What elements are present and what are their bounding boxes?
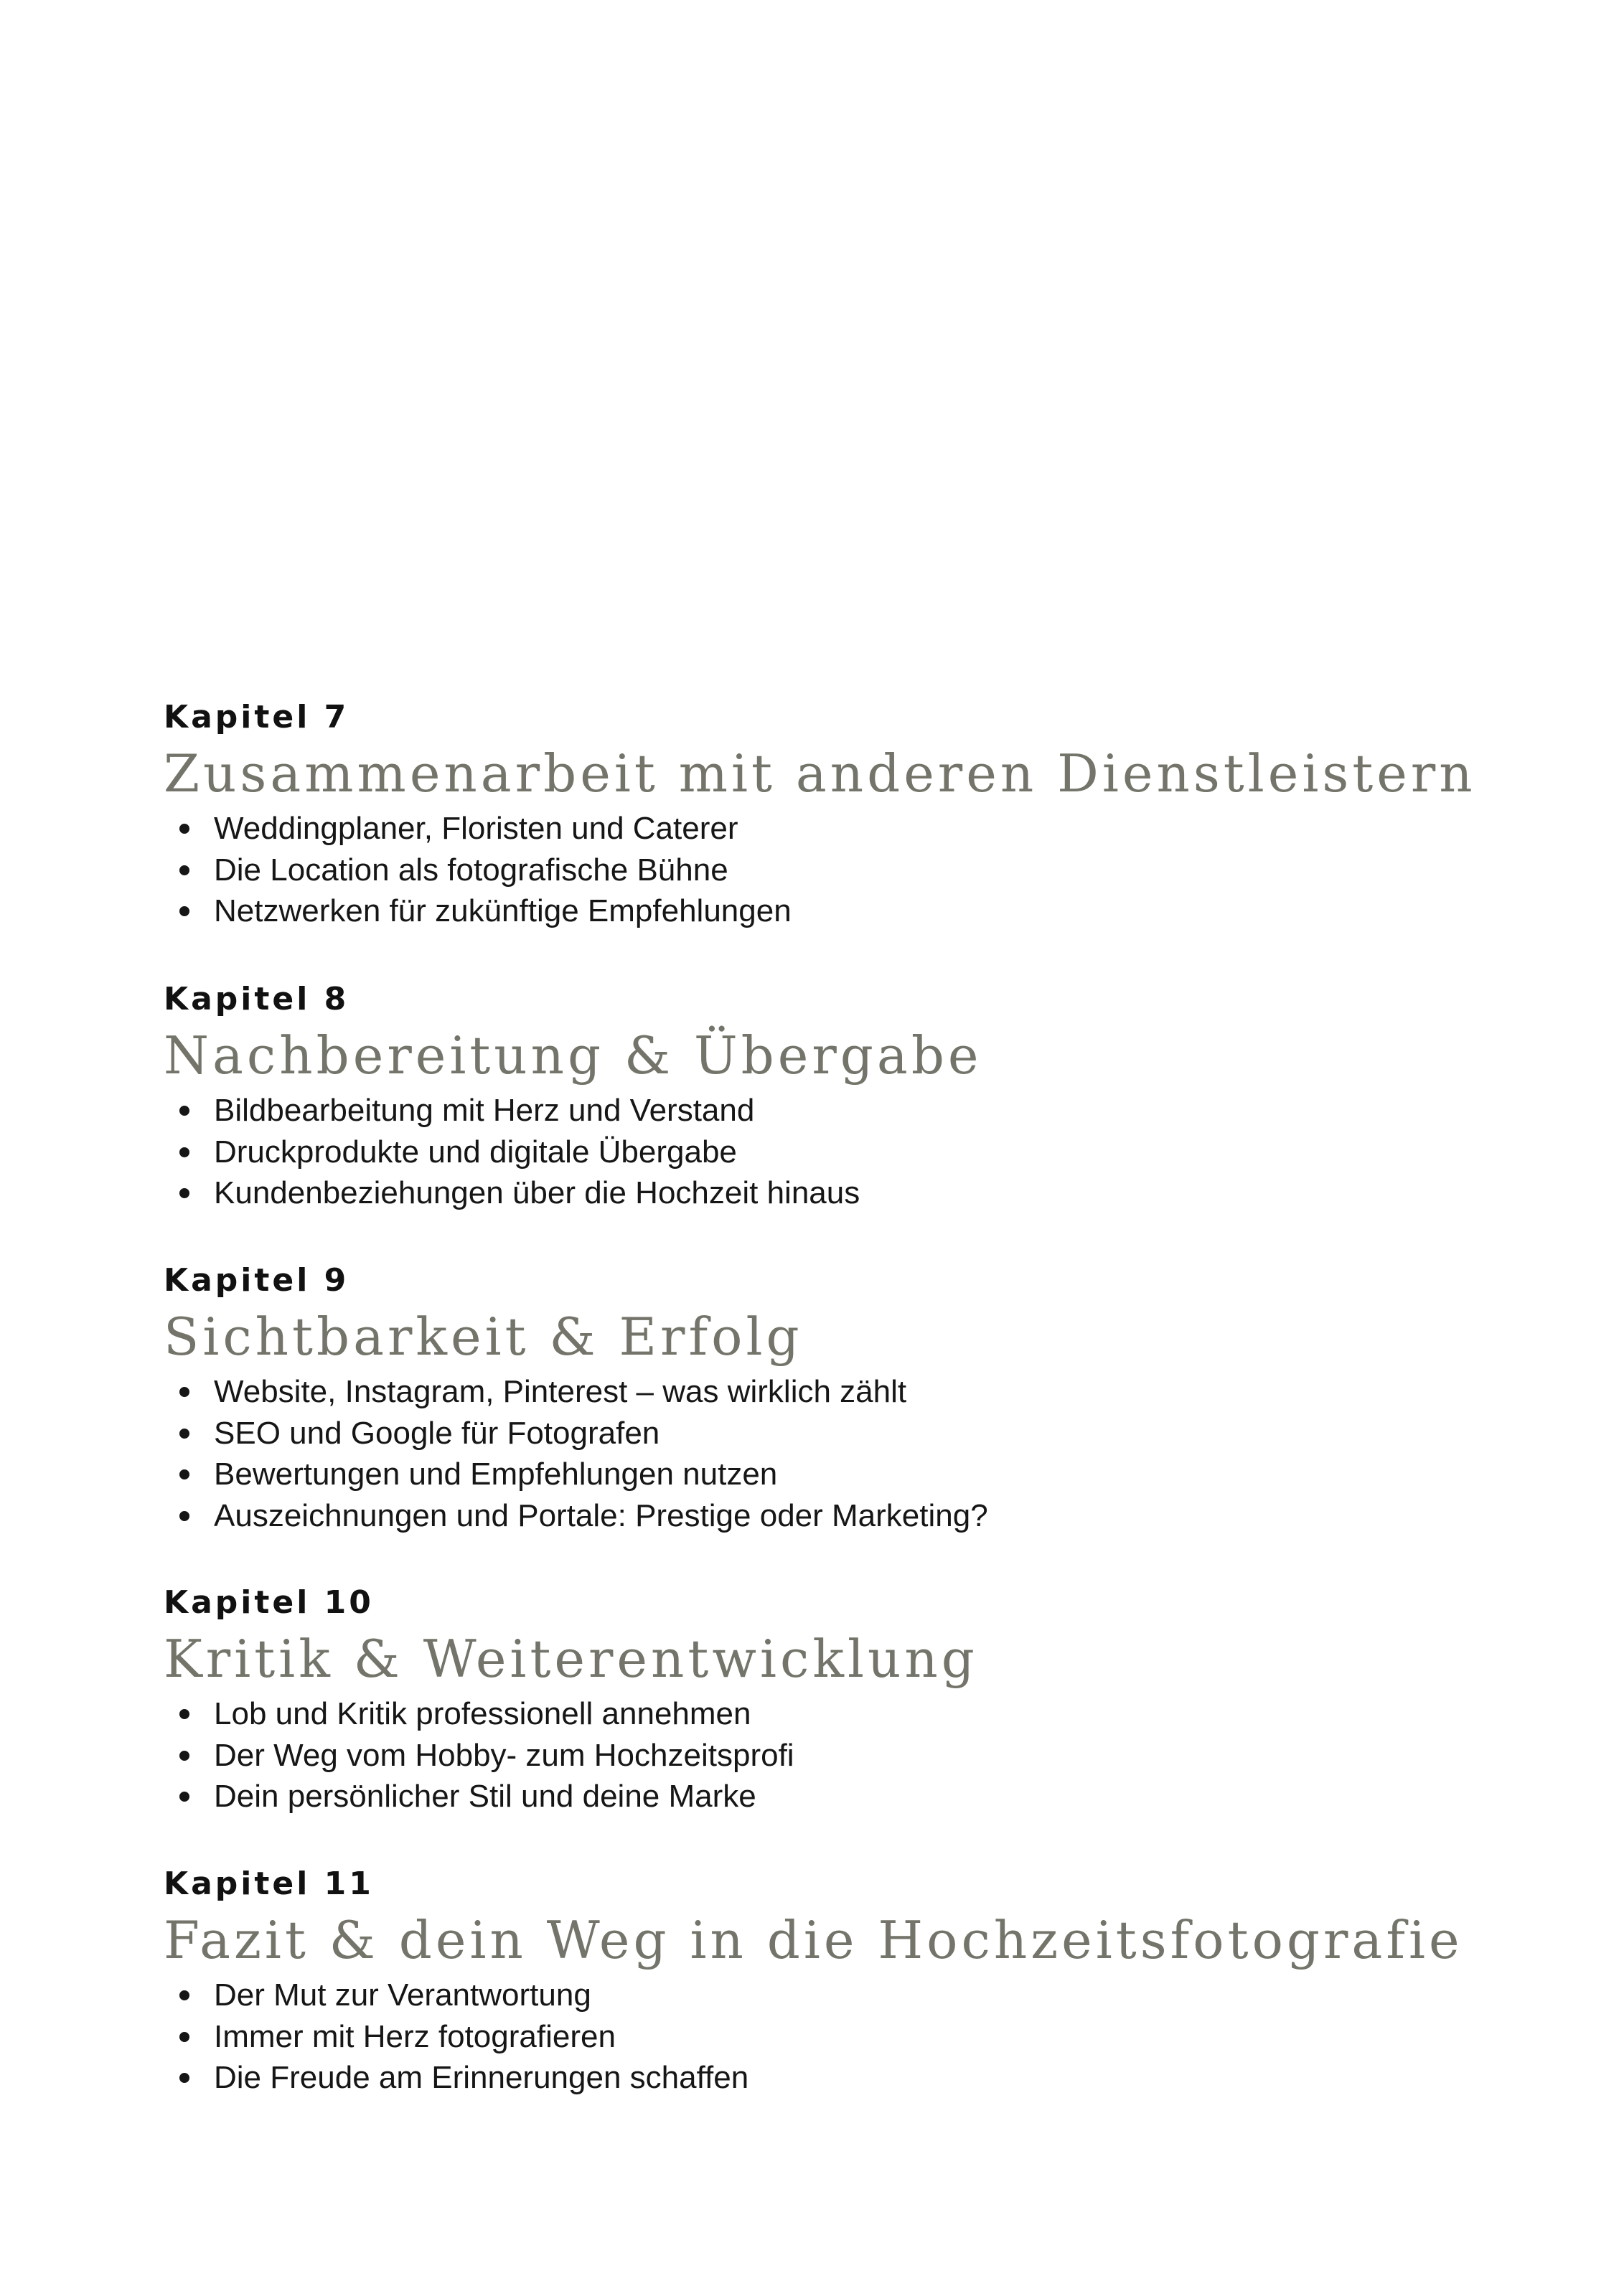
topic-text: SEO und Google für Fotografen: [214, 1415, 660, 1451]
chapter-11: [164, 1864, 1527, 2099]
bullet-icon: [179, 1106, 189, 1116]
topic-text: Website, Instagram, Pinterest – was wirklich zählt: [214, 1374, 907, 1409]
list-item: [164, 1495, 1527, 1537]
topic-text: Immer mit Herz fotografieren: [214, 2018, 616, 2054]
chapter-label: Kapitel 11: [164, 1866, 374, 1902]
topic-text: Der Mut zur Verantwortung: [214, 1977, 591, 2013]
list-item: [164, 890, 1527, 932]
chapter-label: Kapitel 8: [164, 981, 349, 1017]
list-item: [164, 1131, 1527, 1173]
chapter-10: [164, 1583, 1527, 1817]
topic-text: Die Freude am Erinnerungen schaffen: [214, 2060, 749, 2095]
list-item: [164, 1975, 1527, 2016]
chapter-title: Kritik & Weiterentwicklung: [164, 1629, 978, 1689]
bullet-icon: [179, 1469, 189, 1479]
topic-text: Auszeichnungen und Portale: Prestige oder Marketing?: [214, 1497, 988, 1533]
topic-text: Der Weg vom Hobby- zum Hochzeitsprofi: [214, 1737, 794, 1773]
chapter-7: [164, 697, 1527, 932]
list-item: [164, 1413, 1527, 1454]
chapter-title: Sichtbarkeit & Erfolg: [164, 1307, 803, 1367]
bullet-icon: [179, 1990, 189, 2000]
topic-list: [164, 1090, 1527, 1214]
list-item: [164, 1454, 1527, 1495]
topic-text: Die Location als fotografische Bühne: [214, 852, 728, 888]
chapter-label: Kapitel 7: [164, 699, 349, 735]
chapter-label: Kapitel 10: [164, 1584, 374, 1621]
list-item: [164, 2016, 1527, 2058]
bullet-icon: [179, 906, 189, 916]
chapter-title: Zusammenarbeit mit anderen Dienstleistern: [164, 743, 1476, 804]
topic-list: [164, 1693, 1527, 1817]
bullet-icon: [179, 1751, 189, 1761]
bullet-icon: [179, 1188, 189, 1198]
chapter-title: Fazit & dein Weg in die Hochzeitsfotografie: [164, 1910, 1463, 1970]
chapter-label: Kapitel 9: [164, 1262, 349, 1299]
bullet-icon: [179, 2073, 189, 2083]
topic-text: Bildbearbeitung mit Herz und Verstand: [214, 1093, 755, 1128]
chapter-title: Nachbereitung & Übergabe: [164, 1025, 982, 1086]
bullet-icon: [179, 824, 189, 834]
list-item: [164, 1371, 1527, 1413]
bullet-icon: [179, 1147, 189, 1157]
topic-text: Kundenbeziehungen über die Hochzeit hinaus: [214, 1175, 860, 1210]
topic-text: Dein persönlicher Stil und deine Marke: [214, 1779, 756, 1814]
list-item: [164, 850, 1527, 891]
topic-text: Lob und Kritik professionell annehmen: [214, 1696, 751, 1731]
bullet-icon: [179, 1511, 189, 1521]
topic-text: Netzwerken für zukünftige Empfehlungen: [214, 893, 792, 928]
list-item: [164, 2057, 1527, 2099]
list-item: [164, 1090, 1527, 1131]
topic-list: [164, 1975, 1527, 2099]
bullet-icon: [179, 1387, 189, 1397]
list-item: [164, 1735, 1527, 1777]
topic-list: [164, 808, 1527, 932]
list-item: [164, 808, 1527, 850]
topic-text: Druckprodukte und digitale Übergabe: [214, 1134, 737, 1170]
list-item: [164, 1172, 1527, 1214]
topic-text: Bewertungen und Empfehlungen nutzen: [214, 1457, 778, 1492]
topic-list: [164, 1371, 1527, 1536]
chapter-9: [164, 1261, 1527, 1536]
list-item: [164, 1776, 1527, 1817]
topic-text: Weddingplaner, Floristen und Caterer: [214, 811, 738, 846]
list-item: [164, 1693, 1527, 1735]
bullet-icon: [179, 1709, 189, 1719]
bullet-icon: [179, 1429, 189, 1439]
bullet-icon: [179, 1792, 189, 1802]
bullet-icon: [179, 2032, 189, 2042]
bullet-icon: [179, 865, 189, 875]
chapter-8: [164, 979, 1527, 1214]
